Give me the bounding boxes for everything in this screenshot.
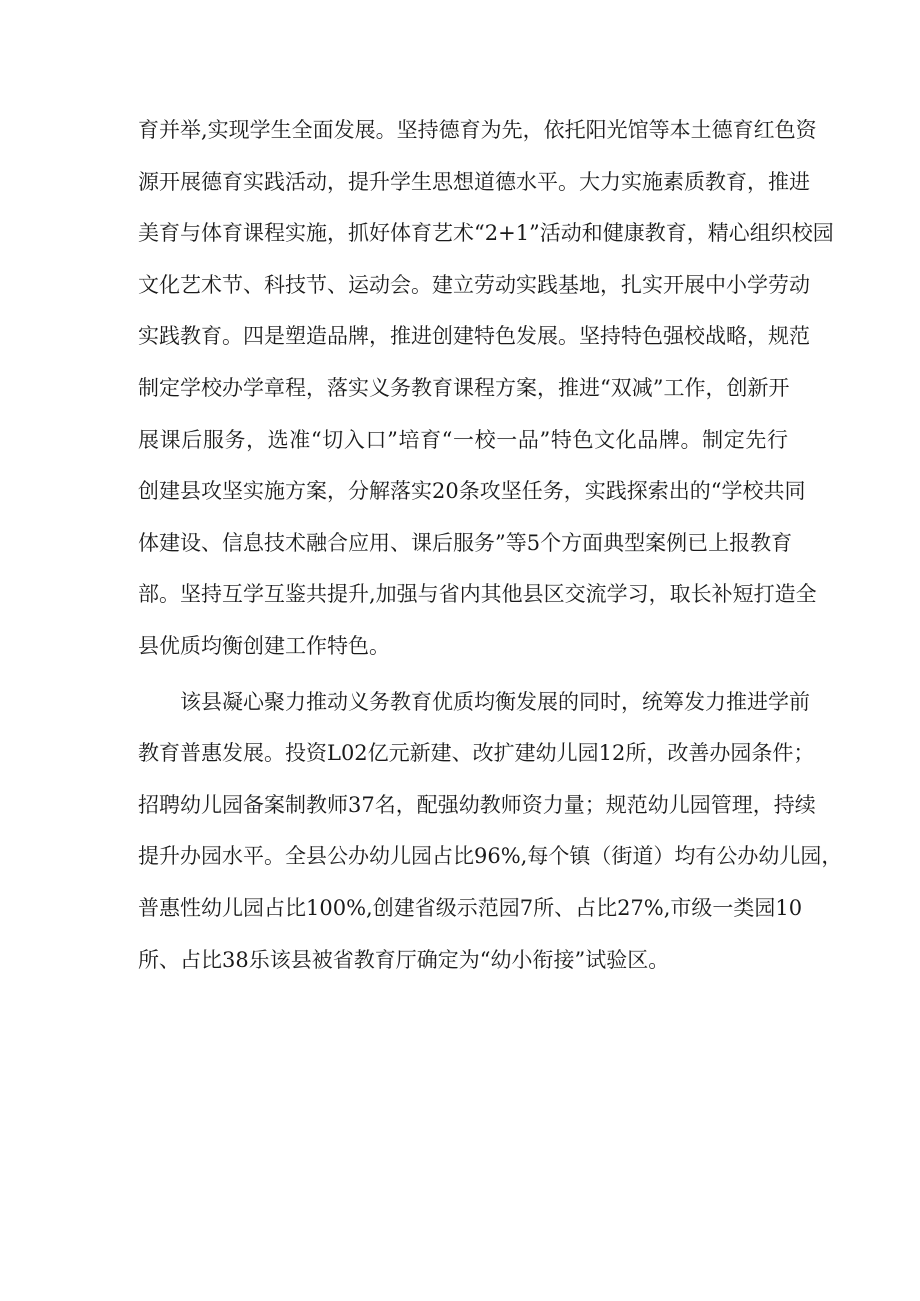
text-line: 所、占比38乐该县被省教育厅确定为“幼小衔接”试验区。 <box>138 947 670 972</box>
text-line: 普惠性幼儿园占比100%,创建省级示范园7所、占比27%,市级一类园10 <box>138 895 803 920</box>
paragraph-2 <box>138 677 843 987</box>
text-line: 体建设、信息技术融合应用、课后服务”等5个方面典型案例已上报教育 <box>138 530 793 555</box>
text-line: 县优质均衡创建工作特色。 <box>138 633 390 658</box>
text-line: 美育与体育课程实施，抓好体育艺术“2+1”活动和健康教育，精心组织校园 <box>138 221 834 246</box>
text-line: 育并举,实现学生全面发展。坚持德育为先，依托阳光馆等本土德育红色资 <box>138 118 817 142</box>
paragraph-1 <box>138 105 834 673</box>
text-line: 创建县攻坚实施方案，分解落实20条攻坚任务，实践探索出的“学校共同 <box>138 479 806 504</box>
text-line: 提升办园水平。全县公办幼儿园占比96%,每个镇（街道）均有公办幼儿园， <box>138 844 843 869</box>
text-line: 部。坚持互学互鉴共提升,加强与省内其他县区交流学习，取长补短打造全 <box>138 582 817 607</box>
text-line: 源开展德育实践活动，提升学生思想道德水平。大力实施素质教育，推进 <box>138 169 810 194</box>
text-line: 教育普惠发展。投资L02亿元新建、改扩建幼儿园12所，改善办园条件； <box>138 741 815 766</box>
text-line: 文化艺术节、科技节、运动会。建立劳动实践基地，扎实开展中小学劳动 <box>138 272 810 297</box>
body-text <box>138 105 843 986</box>
text-line: 制定学校办学章程，落实义务教育课程方案，推进“双减”工作，创新开 <box>138 375 790 400</box>
text-line: 展课后服务，选准“切入口”培育“一校一品”特色文化品牌。制定先行 <box>138 427 788 452</box>
text-line: 实践教育。四是塑造品牌，推进创建特色发展。坚持特色强校战略，规范 <box>138 324 810 349</box>
text-line: 该县凝心聚力推动义务教育优质均衡发展的同时，统筹发力推进学前 <box>180 689 810 714</box>
text-line: 招聘幼儿园备案制教师37名，配强幼教师资力量；规范幼儿园管理，持续 <box>138 792 816 817</box>
